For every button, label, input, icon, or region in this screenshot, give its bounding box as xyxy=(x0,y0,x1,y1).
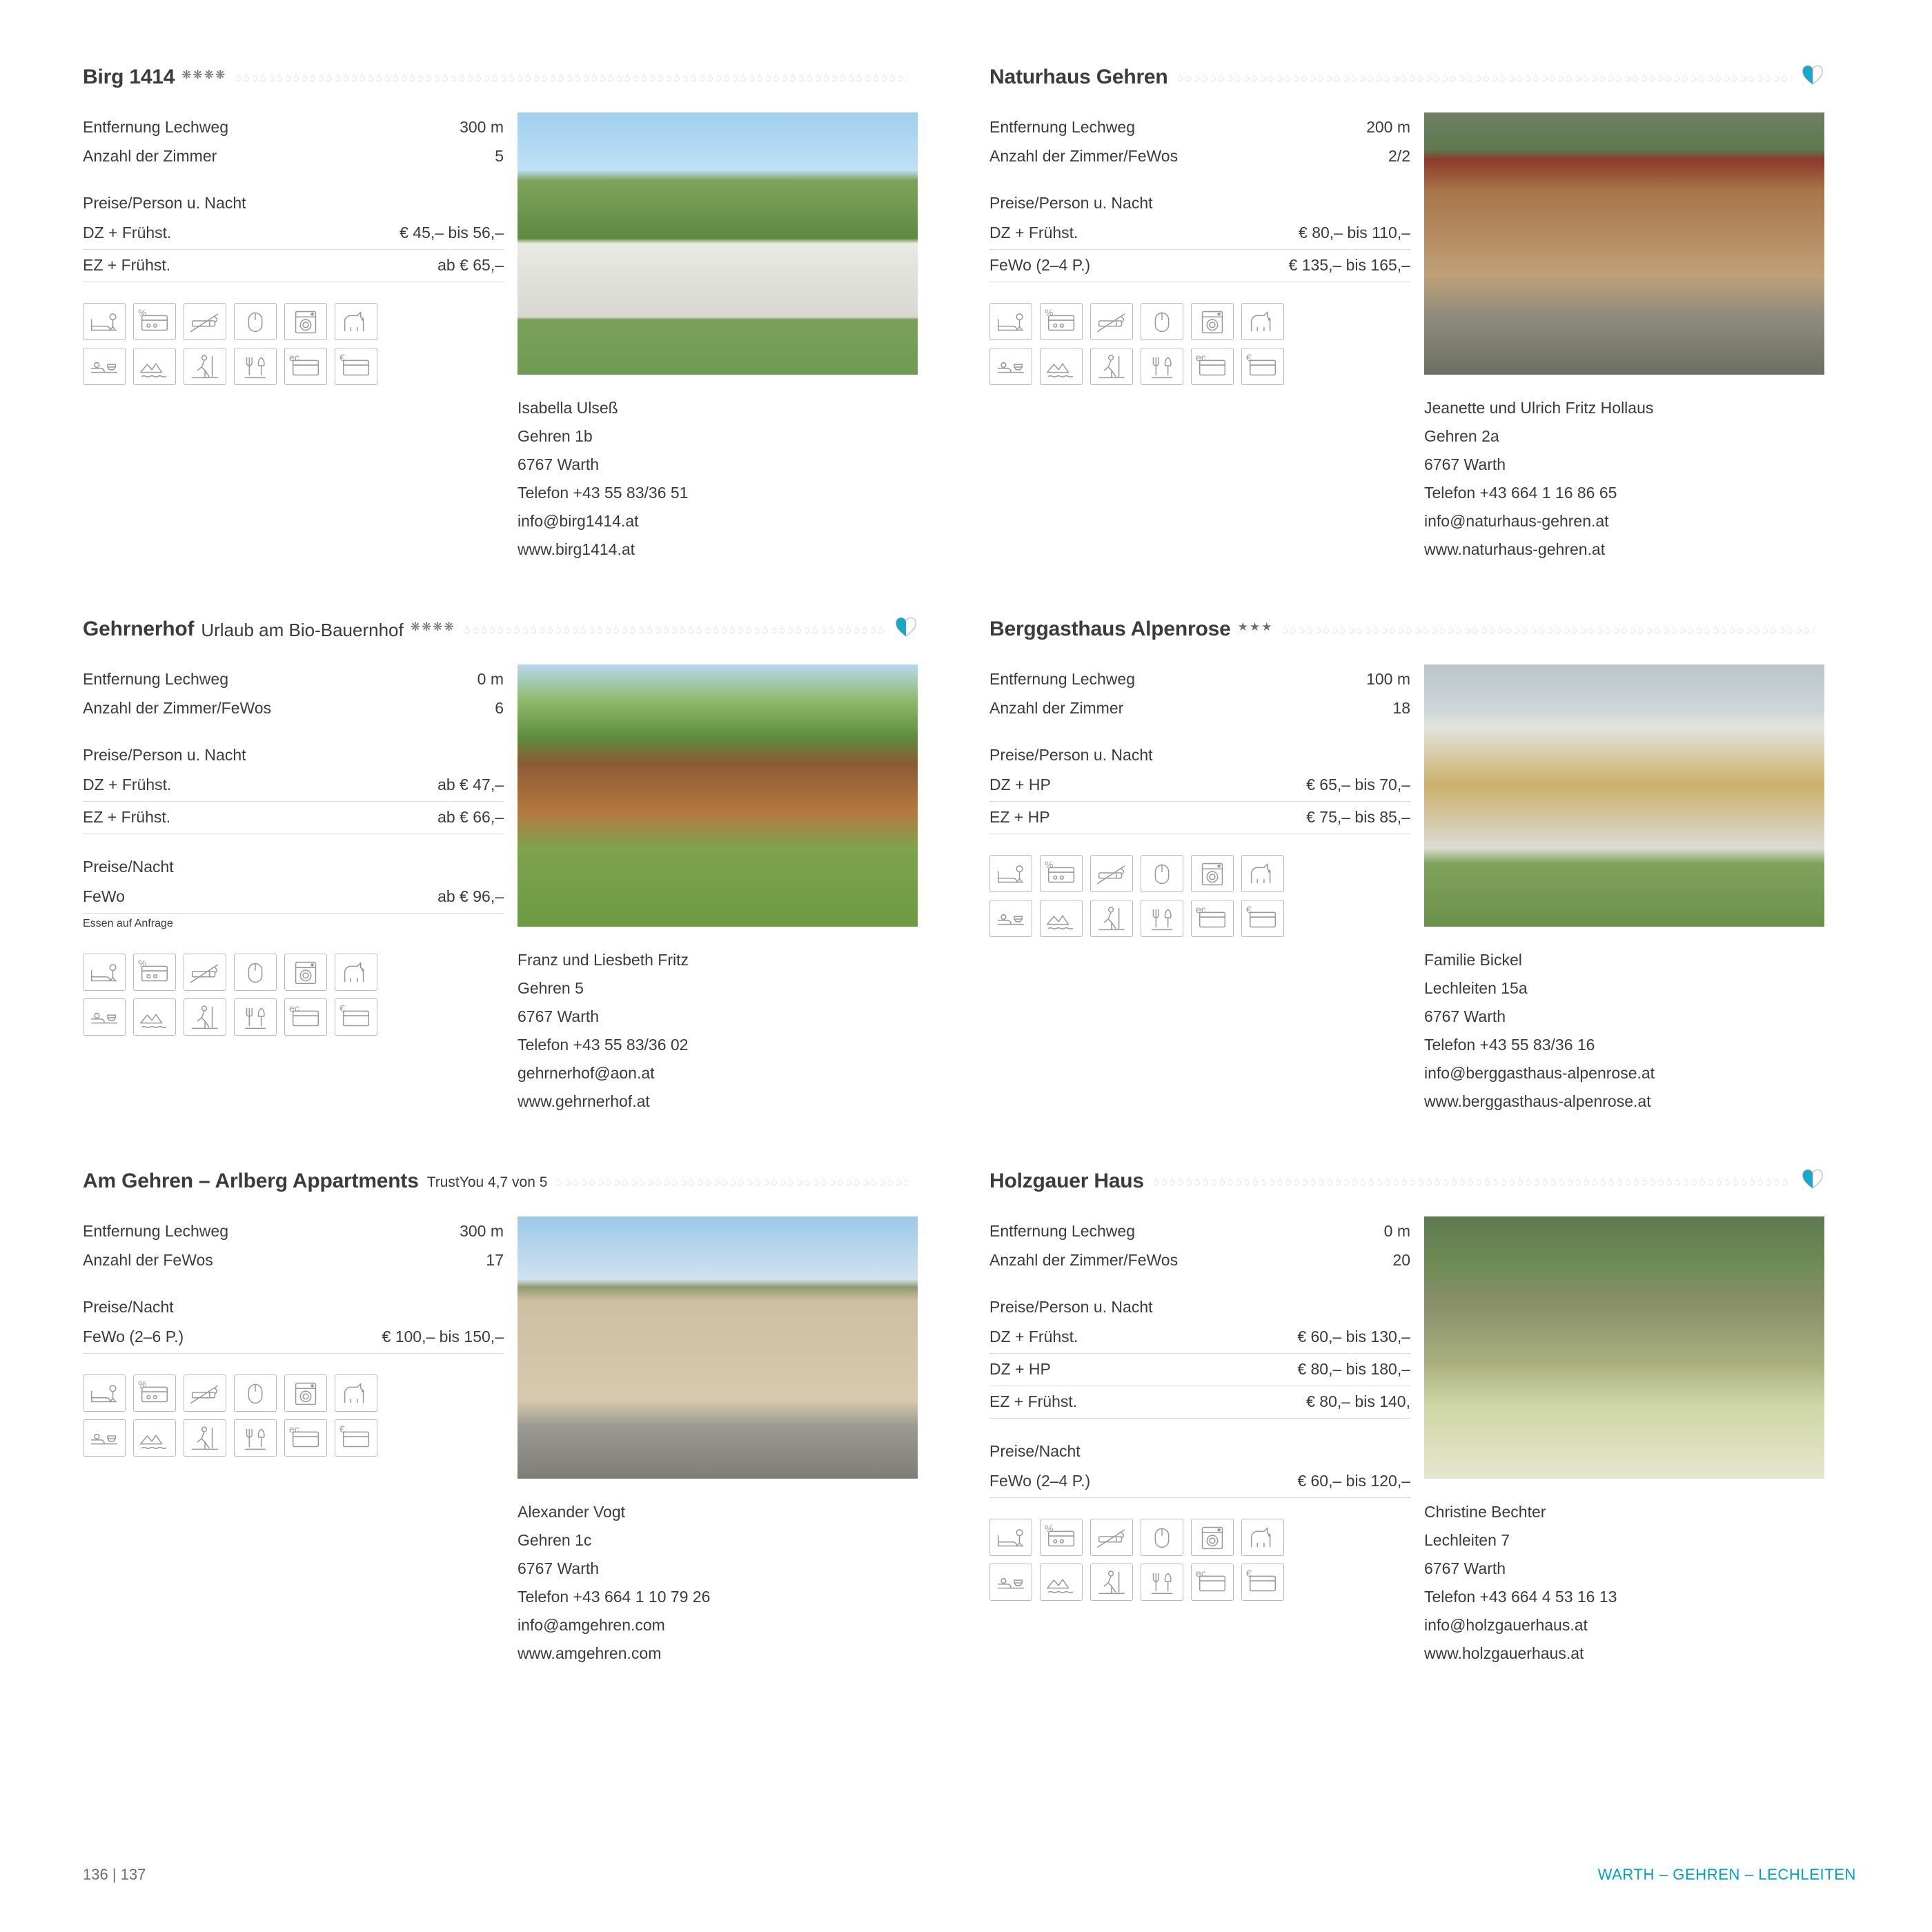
spacer xyxy=(989,722,1410,740)
contact-website[interactable]: www.naturhaus-gehren.at xyxy=(1424,540,1606,558)
decorative-wave-rule xyxy=(557,1178,908,1187)
amenity-icon-row xyxy=(989,348,1410,385)
price-row xyxy=(83,802,504,834)
amenity-icon-row xyxy=(83,1374,504,1412)
breakfast-bed-icon xyxy=(83,998,126,1036)
alpine-guesthouse-photo xyxy=(1424,664,1824,927)
breakfast-bed-icon xyxy=(989,900,1032,937)
washing-machine-icon xyxy=(284,1374,327,1412)
wildflower-meadow-house-photo xyxy=(1424,1216,1824,1479)
amenity-icon-row xyxy=(83,1419,504,1457)
favorite-heart-icon xyxy=(1801,63,1824,86)
entry-media xyxy=(1410,1216,1824,1668)
price-group-title: Preise/Nacht xyxy=(83,1298,174,1316)
mountains-icon xyxy=(1040,348,1083,385)
hotel-name: Birg 1414 xyxy=(83,66,175,88)
mouse-icon xyxy=(234,954,277,991)
contact-line: 6767 Warth xyxy=(518,1007,600,1025)
hiking-person-icon xyxy=(1090,348,1133,385)
amenity-icons xyxy=(989,1519,1410,1601)
distance-row xyxy=(989,112,1410,141)
hotel-entry-am-gehren xyxy=(83,1170,918,1668)
amenity-icons xyxy=(83,303,504,385)
contact-block xyxy=(1424,1498,1824,1668)
contact-website[interactable]: www.gehrnerhof.at xyxy=(518,1092,650,1110)
hotel-name: Naturhaus Gehren xyxy=(989,66,1168,88)
hotel-name: Am Gehren – Arlberg Appartments xyxy=(83,1170,419,1192)
rooms-label: Anzahl der Zimmer xyxy=(83,147,217,165)
price-group-title: Preise/Person u. Nacht xyxy=(989,746,1153,764)
hiking-person-icon xyxy=(1090,1564,1133,1601)
price-group-title: Preise/Nacht xyxy=(989,1442,1081,1460)
region-label: WARTH – GEHREN – LECHLEITEN xyxy=(1597,1866,1856,1883)
entry-header xyxy=(83,66,918,89)
mouse-icon xyxy=(1141,1519,1183,1556)
hotel-entry-holzgauer-haus xyxy=(989,1170,1824,1668)
contact-website[interactable]: www.holzgauerhaus.at xyxy=(1424,1644,1584,1662)
no-smoking-icon xyxy=(184,303,226,340)
wooden-chalet-red-roof-photo xyxy=(1424,112,1824,375)
price-value: ab € 96,– xyxy=(437,887,504,905)
rooms-value: 20 xyxy=(1392,1251,1410,1269)
price-value: € 60,– bis 120,– xyxy=(1297,1472,1410,1490)
contact-block xyxy=(518,394,918,564)
price-value: € 75,– bis 85,– xyxy=(1306,808,1410,826)
decorative-wave-rule xyxy=(1178,74,1791,83)
spacer xyxy=(989,1274,1410,1292)
rooms-label: Anzahl der FeWos xyxy=(83,1251,213,1269)
percent-card-icon: % xyxy=(133,954,176,991)
entry-media xyxy=(1410,664,1824,1116)
entry-details xyxy=(989,1216,1410,1668)
contact-line: Gehren 1c xyxy=(518,1531,592,1549)
amenity-icon-row xyxy=(83,954,504,991)
price-label: FeWo (2–6 P.) xyxy=(83,1328,184,1346)
spacer xyxy=(83,1274,504,1292)
price-label: DZ + HP xyxy=(989,776,1051,793)
contact-line: Lechleiten 15a xyxy=(1424,979,1528,997)
dog-icon xyxy=(335,303,377,340)
percent-card-icon: % xyxy=(1040,1519,1083,1556)
distance-row xyxy=(989,664,1410,693)
contact-phone: Telefon +43 55 83/36 51 xyxy=(518,484,689,502)
rooms-row xyxy=(83,1245,504,1274)
rooms-row xyxy=(989,1245,1410,1274)
entry-body xyxy=(989,1216,1824,1668)
rooms-label: Anzahl der Zimmer/FeWos xyxy=(83,699,272,717)
contact-line: Gehren 1b xyxy=(518,427,593,445)
price-value: € 100,– bis 150,– xyxy=(382,1328,504,1346)
price-row xyxy=(989,250,1410,282)
price-value: € 80,– bis 110,– xyxy=(1299,224,1410,241)
price-row xyxy=(989,1354,1410,1386)
distance-label: Entfernung Lechweg xyxy=(989,1222,1135,1240)
hotel-subtitle: Urlaub am Bio-Bauernhof xyxy=(201,620,404,640)
distance-label: Entfernung Lechweg xyxy=(83,1222,228,1240)
contact-block xyxy=(518,946,918,1116)
price-row xyxy=(83,1321,504,1354)
no-smoking-icon xyxy=(184,1374,226,1412)
price-row xyxy=(989,802,1410,834)
rooms-label: Anzahl der Zimmer/FeWos xyxy=(989,1251,1179,1269)
price-group-title: Preise/Person u. Nacht xyxy=(989,1298,1153,1316)
rooms-row xyxy=(83,141,504,170)
ec-card-icon: ec xyxy=(1191,900,1234,937)
star-rating: ❋❋❋❋ xyxy=(410,620,455,633)
ec-card-icon: ec xyxy=(284,348,327,385)
breakfast-bed-icon xyxy=(989,1564,1032,1601)
distance-value: 300 m xyxy=(460,118,504,136)
entry-media xyxy=(504,112,918,564)
price-value: € 80,– bis 140, xyxy=(1306,1392,1410,1410)
entry-header xyxy=(83,1170,918,1193)
washing-machine-icon xyxy=(284,954,327,991)
spacer xyxy=(989,170,1410,188)
price-row xyxy=(83,217,504,250)
price-label: FeWo (2–4 P.) xyxy=(989,1472,1091,1490)
distance-value: 0 m xyxy=(1383,1222,1410,1240)
favorite-heart-icon xyxy=(894,615,918,638)
spacer xyxy=(83,170,504,188)
washing-machine-icon xyxy=(284,303,327,340)
bed-person-icon xyxy=(83,954,126,991)
dog-icon xyxy=(1241,855,1284,892)
distance-label: Entfernung Lechweg xyxy=(83,118,228,136)
hiking-person-icon xyxy=(1090,900,1133,937)
rooms-row xyxy=(989,141,1410,170)
price-label: DZ + HP xyxy=(989,1360,1051,1378)
restaurant-icon xyxy=(234,348,277,385)
farmhouse-with-flowers-photo xyxy=(518,664,918,927)
price-footnote: Essen auf Anfrage xyxy=(83,918,173,929)
price-group-title: Preise/Person u. Nacht xyxy=(83,746,246,764)
entry-details xyxy=(83,1216,504,1668)
hotel-name: Gehrnerhof xyxy=(83,618,195,640)
contact-block xyxy=(1424,394,1824,564)
modern-apartment-building-photo xyxy=(518,1216,918,1479)
mountains-icon xyxy=(133,998,176,1036)
entry-details xyxy=(989,112,1410,564)
price-value: € 135,– bis 165,– xyxy=(1288,256,1410,274)
hotel-entry-naturhaus-gehren xyxy=(989,66,1824,564)
contact-line: 6767 Warth xyxy=(518,455,600,473)
contact-host-name: Isabella Ulseß xyxy=(518,399,618,417)
no-smoking-icon xyxy=(1090,1519,1133,1556)
entry-media xyxy=(504,1216,918,1668)
hotel-entry-birg1414 xyxy=(83,66,918,564)
contact-line: Gehren 5 xyxy=(518,979,584,997)
contact-email[interactable]: info@holzgauerhaus.at xyxy=(1424,1616,1588,1634)
contact-line: 6767 Warth xyxy=(1424,455,1506,473)
amenity-icon-row xyxy=(989,1519,1410,1556)
price-label: DZ + Frühst. xyxy=(83,776,172,793)
amenity-icon-row xyxy=(989,900,1410,937)
bed-person-icon xyxy=(989,1519,1032,1556)
star-rating: ❋❋❋❋ xyxy=(181,68,227,81)
contact-email[interactable]: info@amgehren.com xyxy=(518,1616,665,1634)
distance-label: Entfernung Lechweg xyxy=(83,670,228,688)
mouse-icon xyxy=(1141,855,1183,892)
distance-row xyxy=(989,1216,1410,1245)
washing-machine-icon xyxy=(1191,1519,1234,1556)
left-column xyxy=(83,66,918,1722)
restaurant-icon xyxy=(1141,900,1183,937)
entry-media xyxy=(504,664,918,1116)
contact-email[interactable]: info@birg1414.at xyxy=(518,512,639,530)
mountains-icon xyxy=(133,1419,176,1457)
entry-header xyxy=(83,618,918,641)
price-group-title: Preise/Nacht xyxy=(83,858,174,876)
ec-card-icon: ec xyxy=(1191,348,1234,385)
amenity-icons xyxy=(83,1374,504,1457)
percent-card-icon: % xyxy=(133,1374,176,1412)
dog-icon xyxy=(335,954,377,991)
washing-machine-icon xyxy=(1191,855,1234,892)
distance-row xyxy=(83,1216,504,1245)
percent-card-icon: % xyxy=(1040,303,1083,340)
euro-card-icon: € xyxy=(1241,348,1284,385)
mountains-icon xyxy=(133,348,176,385)
washing-machine-icon xyxy=(1191,303,1234,340)
contact-phone: Telefon +43 664 4 53 16 13 xyxy=(1424,1588,1617,1606)
amenity-icons xyxy=(83,954,504,1036)
distance-value: 100 m xyxy=(1366,670,1410,688)
rooms-value: 6 xyxy=(495,699,504,717)
spacer xyxy=(83,834,504,852)
page-footer xyxy=(83,1866,1856,1884)
breakfast-bed-icon xyxy=(83,1419,126,1457)
entry-details xyxy=(83,664,504,1116)
dog-icon xyxy=(1241,303,1284,340)
contact-email[interactable]: info@berggasthaus-alpenrose.at xyxy=(1424,1064,1655,1082)
euro-card-icon: € xyxy=(335,348,377,385)
spacer xyxy=(989,1419,1410,1437)
contact-phone: Telefon +43 55 83/36 16 xyxy=(1424,1036,1595,1054)
restaurant-icon xyxy=(1141,1564,1183,1601)
decorative-wave-rule xyxy=(1154,1178,1791,1187)
restaurant-icon xyxy=(234,1419,277,1457)
entry-header xyxy=(989,66,1824,89)
price-value: ab € 65,– xyxy=(437,256,504,274)
price-label: EZ + Frühst. xyxy=(83,808,171,826)
price-value: € 60,– bis 130,– xyxy=(1297,1328,1410,1346)
contact-phone: Telefon +43 664 1 16 86 65 xyxy=(1424,484,1617,502)
contact-line: 6767 Warth xyxy=(1424,1559,1506,1577)
contact-phone: Telefon +43 55 83/36 02 xyxy=(518,1036,689,1054)
rooms-value: 17 xyxy=(486,1251,504,1269)
distance-row xyxy=(83,664,504,693)
hotel-entry-gehrnerhof xyxy=(83,618,918,1116)
price-value: € 65,– bis 70,– xyxy=(1306,776,1410,793)
contact-block xyxy=(518,1498,918,1668)
contact-line: 6767 Warth xyxy=(518,1559,600,1577)
page-number: 136 | 137 xyxy=(83,1866,146,1883)
contact-email[interactable]: info@naturhaus-gehren.at xyxy=(1424,512,1609,530)
price-value: ab € 66,– xyxy=(437,808,504,826)
price-label: EZ + Frühst. xyxy=(83,256,171,274)
hotel-name: Berggasthaus Alpenrose xyxy=(989,618,1231,640)
amenity-icons xyxy=(989,303,1410,385)
price-value: ab € 47,– xyxy=(437,776,504,793)
rooms-row xyxy=(989,693,1410,722)
hiking-person-icon xyxy=(184,348,226,385)
contact-host-name: Familie Bickel xyxy=(1424,951,1522,969)
dog-icon xyxy=(335,1374,377,1412)
bed-person-icon xyxy=(989,855,1032,892)
rooms-label: Anzahl der Zimmer/FeWos xyxy=(989,147,1179,165)
distance-label: Entfernung Lechweg xyxy=(989,670,1135,688)
entry-header xyxy=(989,618,1824,641)
contact-phone: Telefon +43 664 1 10 79 26 xyxy=(518,1588,711,1606)
entry-body xyxy=(989,112,1824,564)
bed-person-icon xyxy=(83,303,126,340)
rating-note: TrustYou 4,7 von 5 xyxy=(426,1174,548,1190)
contact-website[interactable]: www.amgehren.com xyxy=(518,1644,662,1662)
hiking-person-icon xyxy=(184,1419,226,1457)
rooms-row xyxy=(83,693,504,722)
amenity-icon-row xyxy=(989,1564,1410,1601)
ec-card-icon: ec xyxy=(1191,1564,1234,1601)
amenity-icon-row xyxy=(83,348,504,385)
price-row xyxy=(989,1466,1410,1498)
decorative-wave-rule xyxy=(236,74,908,83)
euro-card-icon: € xyxy=(335,998,377,1036)
contact-host-name: Jeanette und Ulrich Fritz Hollaus xyxy=(1424,399,1654,417)
amenity-icon-row xyxy=(989,303,1410,340)
entry-body xyxy=(83,112,918,564)
ec-card-icon: ec xyxy=(284,998,327,1036)
distance-value: 300 m xyxy=(460,1222,504,1240)
amenity-icon-row xyxy=(83,998,504,1036)
mouse-icon xyxy=(1141,303,1183,340)
euro-card-icon: € xyxy=(335,1419,377,1457)
price-label: FeWo (2–4 P.) xyxy=(989,256,1091,274)
price-row xyxy=(83,250,504,282)
hotel-entry-alpenrose xyxy=(989,618,1824,1116)
contact-block xyxy=(1424,946,1824,1116)
star-rating: ★★★ xyxy=(1237,620,1274,633)
price-row xyxy=(83,769,504,802)
price-row xyxy=(989,1321,1410,1354)
entry-body xyxy=(989,664,1824,1116)
amenity-icons xyxy=(989,855,1410,937)
percent-card-icon: % xyxy=(1040,855,1083,892)
amenity-icon-row xyxy=(83,303,504,340)
entry-media xyxy=(1410,112,1824,564)
distance-row xyxy=(83,112,504,141)
decorative-wave-rule xyxy=(1283,626,1815,635)
rooms-value: 5 xyxy=(495,147,504,165)
price-value: € 45,– bis 56,– xyxy=(400,224,504,241)
breakfast-bed-icon xyxy=(989,348,1032,385)
euro-card-icon: € xyxy=(1241,1564,1284,1601)
price-label: EZ + HP xyxy=(989,808,1050,826)
price-label: FeWo xyxy=(83,887,125,905)
contact-line: 6767 Warth xyxy=(1424,1007,1506,1025)
no-smoking-icon xyxy=(1090,855,1133,892)
distance-value: 200 m xyxy=(1366,118,1410,136)
contact-host-name: Alexander Vogt xyxy=(518,1503,626,1521)
bed-person-icon xyxy=(989,303,1032,340)
hiking-person-icon xyxy=(184,998,226,1036)
price-label: DZ + Frühst. xyxy=(989,1328,1078,1346)
distance-value: 0 m xyxy=(477,670,504,688)
contact-host-name: Christine Bechter xyxy=(1424,1503,1546,1521)
contact-website[interactable]: www.berggasthaus-alpenrose.at xyxy=(1424,1092,1651,1110)
price-row xyxy=(989,769,1410,802)
entry-body xyxy=(83,1216,918,1668)
price-group-title: Preise/Person u. Nacht xyxy=(83,194,246,212)
euro-card-icon: € xyxy=(1241,900,1284,937)
contact-website[interactable]: www.birg1414.at xyxy=(518,540,635,558)
rooms-label: Anzahl der Zimmer xyxy=(989,699,1124,717)
price-label: EZ + Frühst. xyxy=(989,1392,1078,1410)
breakfast-bed-icon xyxy=(83,348,126,385)
no-smoking-icon xyxy=(184,954,226,991)
price-row xyxy=(989,1386,1410,1419)
contact-host-name: Franz und Liesbeth Fritz xyxy=(518,951,689,969)
mouse-icon xyxy=(234,303,277,340)
rooms-value: 18 xyxy=(1392,699,1410,717)
entry-details xyxy=(989,664,1410,1116)
right-column xyxy=(989,66,1824,1722)
bed-person-icon xyxy=(83,1374,126,1412)
entry-header xyxy=(989,1170,1824,1193)
price-row xyxy=(83,881,504,914)
price-label: DZ + Frühst. xyxy=(989,224,1078,241)
spacer xyxy=(83,722,504,740)
restaurant-icon xyxy=(1141,348,1183,385)
amenity-icon-row xyxy=(989,855,1410,892)
restaurant-icon xyxy=(234,998,277,1036)
hotel-name: Holzgauer Haus xyxy=(989,1170,1144,1192)
price-value: € 80,– bis 180,– xyxy=(1297,1360,1410,1378)
entry-details xyxy=(83,112,504,564)
mountains-icon xyxy=(1040,1564,1083,1601)
price-group-title: Preise/Person u. Nacht xyxy=(989,194,1153,212)
price-label: DZ + Frühst. xyxy=(83,224,172,241)
mountains-icon xyxy=(1040,900,1083,937)
entry-body xyxy=(83,664,918,1116)
price-row xyxy=(989,217,1410,250)
no-smoking-icon xyxy=(1090,303,1133,340)
mouse-icon xyxy=(234,1374,277,1412)
rooms-value: 2/2 xyxy=(1388,147,1410,165)
decorative-wave-rule xyxy=(465,626,885,635)
hotel-on-green-hill-photo xyxy=(518,112,918,375)
distance-label: Entfernung Lechweg xyxy=(989,118,1135,136)
contact-line: Lechleiten 7 xyxy=(1424,1531,1510,1549)
dog-icon xyxy=(1241,1519,1284,1556)
percent-card-icon: % xyxy=(133,303,176,340)
contact-line: Gehren 2a xyxy=(1424,427,1499,445)
ec-card-icon: ec xyxy=(284,1419,327,1457)
contact-email[interactable]: gehrnerhof@aon.at xyxy=(518,1064,655,1082)
favorite-heart-icon xyxy=(1801,1167,1824,1190)
